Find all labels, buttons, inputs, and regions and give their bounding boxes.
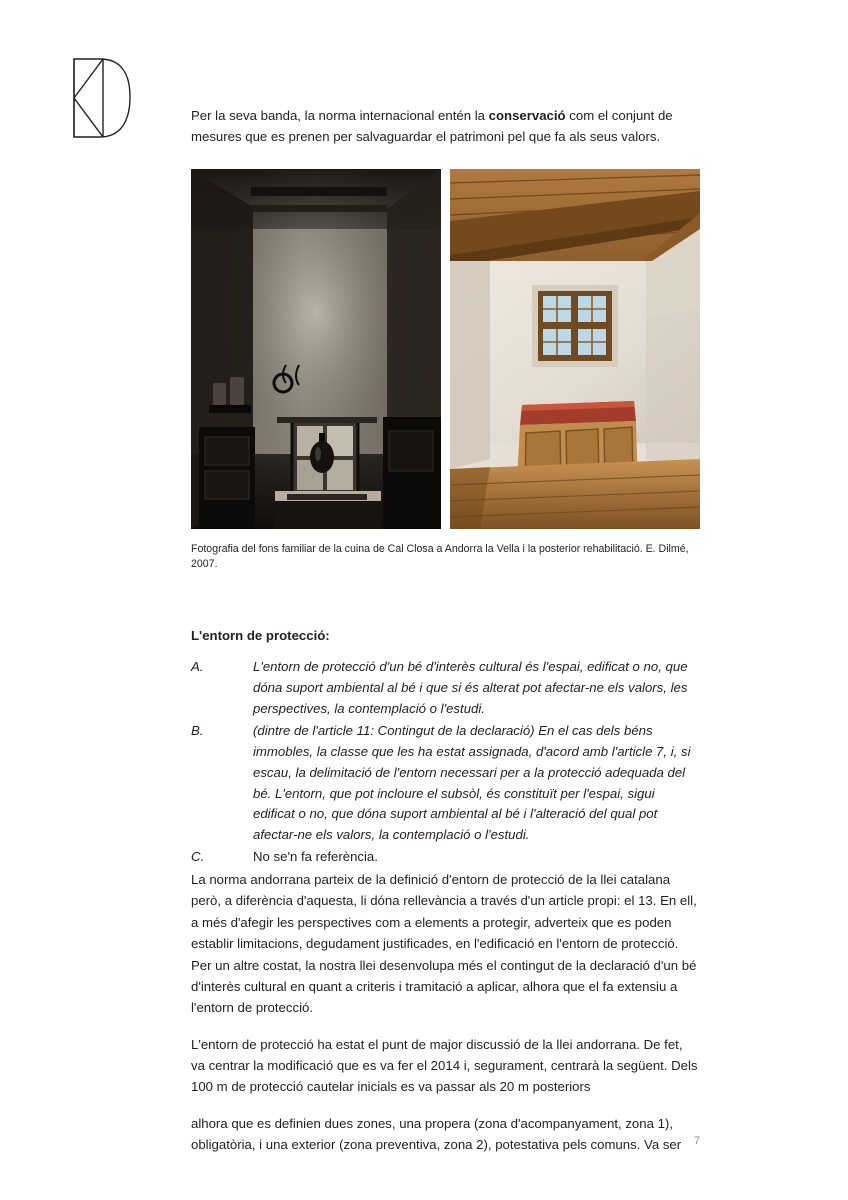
list-item-marker: B.: [191, 723, 204, 739]
paragraph-4: alhora que es definien dues zones, una propera (zona d'acompanyament, zona 1), obligatòria, i una exterior (zona preventiva, zona 2), potestativa pels comuns. Va ser: [191, 1115, 682, 1153]
list-item: [191, 847, 700, 868]
page-content: [191, 105, 700, 1156]
paragraph-3: L'entorn de protecció ha estat el punt de major discussió de la llei andorrana. De fet, va centrar la modificació que es va fer el 2014 i, segurament, centrarà la següent. Dels 100 m de protecció cautelar inicials es va passar als 20 m posteriors: [191, 1036, 698, 1095]
figure-caption: Fotografia del fons familiar de la cuina de Cal Closa a Andorra la Vella i la posterior rehabilitació. E. Dilmé, 2007.: [191, 542, 689, 571]
list-item-text: No se'n fa referència.: [253, 849, 378, 865]
intro-text-after: com el conjunt de mesures que es prenen per salvaguardar el patrimoni pel que fa als seus valors.: [191, 108, 673, 145]
lettered-list: [191, 657, 700, 868]
list-item-marker: C.: [191, 849, 205, 865]
intro-text-bold: conservació: [488, 108, 566, 123]
intro-paragraph: [191, 105, 700, 148]
list-item-marker: A.: [191, 659, 204, 675]
paragraph-2: La norma andorrana parteix de la definició d'entorn de protecció de la llei catalana però, a diferència d'aquesta, li dóna rellevància a través d'un article propi: el 13. En ell, a més d'afegir les perspectives com a elements a protegir, adverteix que es poden establir limitacions, degudament justificades, en l'edificació en l'entorn de protecció. Per un altre costat, la nostra llei desenvolupa més el contingut de la declaració d'un bé d'interès cultural en quant a criteris i tramitació a aplicar, alhora que el fa extensiu a l'entorn de protecció.: [191, 872, 697, 1016]
page-number: 7: [693, 1135, 700, 1147]
list-item: [191, 657, 700, 720]
figure-images: [191, 169, 700, 529]
list-item-text: L'entorn de protecció d'un bé d'interès cultural és l'espai, edificat o no, que dóna suport ambiental al bé i que si és alterat pot afectar-ne els valors, les perspectives, la contemplació o l'estudi.: [253, 659, 688, 717]
photo-after-restoration: [450, 169, 700, 529]
publisher-logo: [70, 57, 132, 139]
intro-text-before: Per la seva banda, la norma internacional entén la: [191, 108, 489, 123]
section-heading: L'entorn de protecció:: [191, 628, 330, 644]
list-item-text: (dintre de l'article 11: Contingut de la declaració) En el cas dels béns immobles, la classe que les ha estat assignada, d'acord amb l'article 7, i, si escau, la delimitació de l'entorn necessari per a la protecció adequada del bé. L'entorn, que pot incloure el subsòl, és constituït per l'espai, sigui edificat o no, que dóna suport ambiental al bé i l'alteració del qual pot afectar-ne els valors, la contemplació o l'estudi.: [253, 723, 691, 843]
list-item: [191, 721, 700, 846]
photo-before-restoration: [191, 169, 441, 529]
